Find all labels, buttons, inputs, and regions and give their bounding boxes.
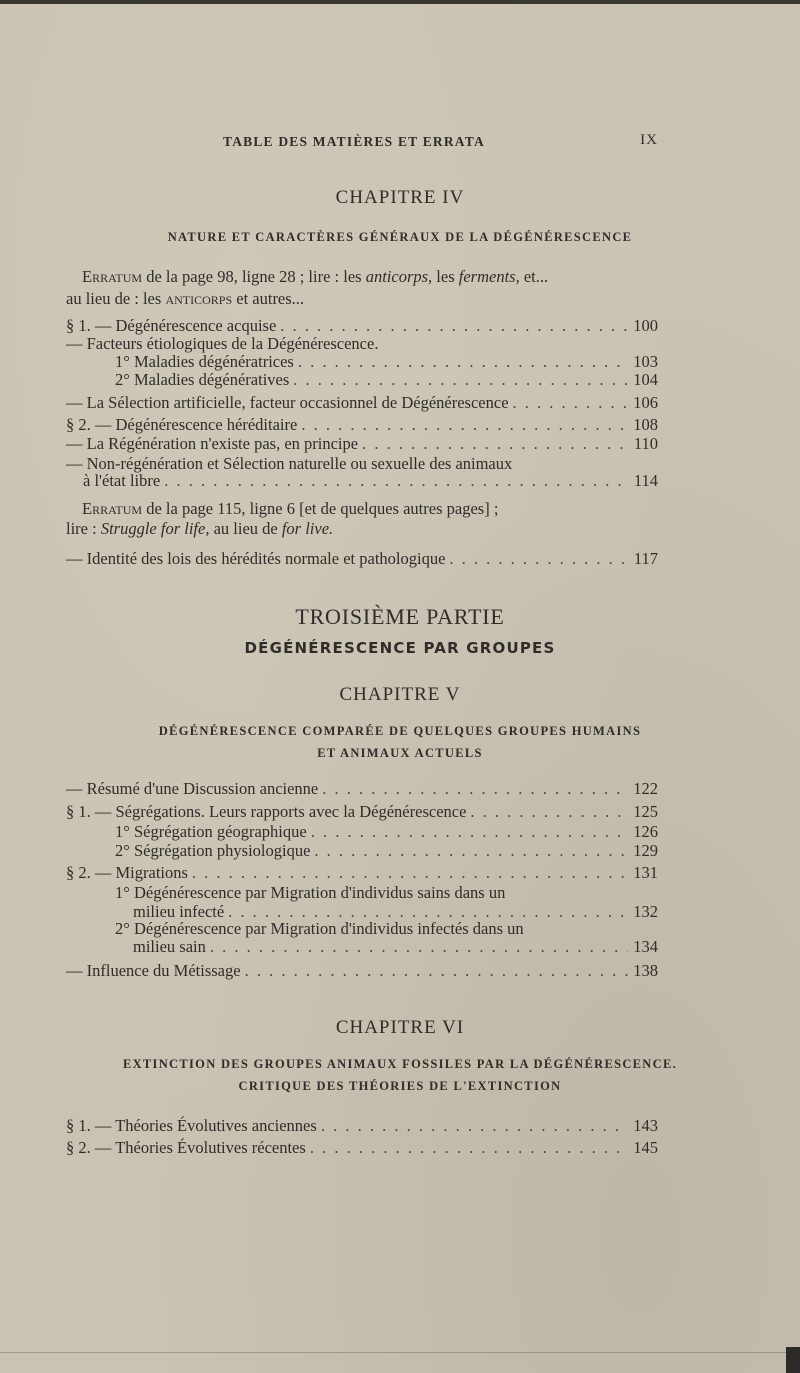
page-top-edge — [0, 0, 800, 4]
chapter-vi-subtitle-1: EXTINCTION DES GROUPES ANIMAUX FOSSILES PAR LA DÉGÉNÉRESCENCE. — [122, 1057, 678, 1071]
toc-entry-page: 129 — [633, 841, 658, 860]
toc-entry-title: 1° Ségrégation géographique — [115, 822, 307, 841]
toc-entry-page: 131 — [633, 863, 658, 882]
chapter-iv-title: CHAPITRE IV — [335, 187, 465, 208]
toc-entry-page: 132 — [633, 902, 658, 921]
toc-entry-page: 104 — [633, 370, 658, 389]
erratum-italic: for live. — [281, 519, 334, 538]
toc-entry-page: 103 — [633, 352, 658, 371]
toc-entry-title: — Non-régénération et Sélection naturelle ou sexuelle des animaux — [66, 454, 513, 473]
erratum-text: les — [432, 267, 459, 286]
erratum-text: de la page 115, ligne 6 [et de quelques autres pages] ; — [142, 499, 499, 518]
erratum-italic: anticorps, — [365, 267, 433, 286]
erratum-italic: ferments, — [458, 267, 520, 286]
toc-entry-title: 1° Dégénérescence par Migration d'individus sains dans un — [115, 883, 506, 902]
leader-dots — [362, 433, 628, 455]
toc-entry[interactable] — [66, 778, 658, 800]
toc-entry-page: 117 — [633, 549, 658, 568]
toc-entry[interactable] — [66, 392, 658, 414]
erratum-2-line-1 — [82, 498, 498, 520]
chapter-v-subtitle-1: DÉGÉNÉRESCENCE COMPARÉE DE QUELQUES GROUPES HUMAINS — [158, 724, 642, 738]
toc-entry[interactable] — [66, 862, 658, 884]
toc-entry[interactable] — [133, 936, 658, 958]
leader-dots — [210, 936, 628, 958]
leader-dots — [245, 960, 628, 982]
running-head: TABLE DES MATIÈRES ET ERRATA — [223, 134, 485, 149]
toc-entry-page: 114 — [633, 471, 658, 490]
erratum-text: au lieu de : les — [66, 289, 166, 308]
erratum-text: et... — [519, 267, 549, 286]
erratum-label: Erratum — [82, 267, 143, 286]
erratum-2-line-2 — [66, 518, 333, 540]
erratum-text: lire : — [66, 519, 101, 538]
chapter-vi-title: CHAPITRE VI — [335, 1017, 465, 1038]
toc-entry-title: 2° Maladies dégénératives — [115, 370, 290, 389]
leader-dots — [321, 1115, 628, 1137]
toc-entry-title: § 2. — Dégénérescence héréditaire — [66, 415, 298, 434]
part-three-subtitle: DÉGÉNÉRESCENCE PAR GROUPES — [244, 639, 556, 657]
toc-entry[interactable] — [83, 470, 658, 492]
toc-entry-page: 145 — [633, 1138, 658, 1157]
page-bottom-rule — [0, 1352, 800, 1353]
toc-entry-page: 122 — [633, 779, 658, 798]
toc-entry-title: à l'état libre — [83, 471, 161, 490]
leader-dots — [314, 840, 628, 862]
erratum-text: et autres... — [232, 289, 305, 308]
chapter-vi-subtitle-2: CRITIQUE DES THÉORIES DE L'EXTINCTION — [238, 1079, 562, 1093]
toc-entry[interactable] — [66, 1115, 658, 1137]
erratum-label: Erratum — [82, 499, 143, 518]
erratum-smallcaps: anticorps — [165, 289, 233, 308]
leader-dots — [164, 470, 628, 492]
toc-entry[interactable] — [66, 433, 658, 455]
chapter-v-title: CHAPITRE V — [339, 684, 461, 705]
toc-entry-title: milieu sain — [133, 937, 206, 956]
toc-entry-title: milieu infecté — [133, 902, 225, 921]
page-number: IX — [640, 132, 658, 148]
leader-dots — [310, 1137, 628, 1159]
toc-entry-title: — La Sélection artificielle, facteur occasionnel de Dégénérescence — [66, 393, 509, 412]
toc-entry-page: 100 — [633, 316, 658, 335]
chapter-v-subtitle-2: ET ANIMAUX ACTUELS — [317, 746, 483, 760]
toc-entry[interactable] — [66, 960, 658, 982]
erratum-text: au lieu de — [209, 519, 282, 538]
erratum-1-line-2 — [66, 288, 304, 310]
toc-entry[interactable] — [66, 801, 658, 823]
leader-dots — [322, 778, 628, 800]
leader-dots — [513, 392, 628, 414]
toc-entry[interactable] — [115, 840, 658, 862]
toc-entry-title: § 2. — Théories Évolutives récentes — [66, 1138, 306, 1157]
toc-entry-title: § 2. — Migrations — [66, 863, 188, 882]
toc-entry-page: 126 — [633, 822, 658, 841]
toc-entry-title: — La Régénération n'existe pas, en principe — [66, 434, 359, 453]
toc-entry-title: § 1. — Ségrégations. Leurs rapports avec la Dégénérescence — [66, 802, 467, 821]
toc-entry-page: 106 — [633, 393, 658, 412]
toc-entry[interactable] — [115, 369, 658, 391]
leader-dots — [293, 369, 628, 391]
toc-entry-title: — Résumé d'une Discussion ancienne — [66, 779, 319, 798]
chapter-iv-subtitle: NATURE ET CARACTÈRES GÉNÉRAUX DE LA DÉGÉNÉRESCENCE — [167, 230, 633, 244]
toc-entry-page: 134 — [633, 937, 658, 956]
toc-entry-title: 2° Ségrégation physiologique — [115, 841, 311, 860]
erratum-italic: Struggle for life, — [100, 519, 210, 538]
erratum-1-line-1 — [82, 266, 548, 288]
leader-dots — [449, 548, 628, 570]
toc-entry-title: 1° Maladies dégénératrices — [115, 352, 294, 371]
toc-entry-title: — Identité des lois des hérédités normale et pathologique — [66, 549, 446, 568]
toc-entry-title: § 1. — Dégénérescence acquise — [66, 316, 277, 335]
scan-corner-mark — [786, 1347, 800, 1373]
leader-dots — [470, 801, 628, 823]
toc-entry-page: 108 — [633, 415, 658, 434]
toc-entry-title: § 1. — Théories Évolutives anciennes — [66, 1116, 317, 1135]
toc-entry-page: 110 — [633, 434, 658, 453]
toc-entry[interactable] — [66, 548, 658, 570]
toc-entry-title: 2° Dégénérescence par Migration d'individus infectés dans un — [115, 919, 524, 938]
toc-entry-page: 125 — [633, 802, 658, 821]
part-three-title: TROISIÈME PARTIE — [295, 604, 505, 629]
toc-entry-page: 138 — [633, 961, 658, 980]
leader-dots — [192, 862, 628, 884]
toc-entry-title: — Influence du Métissage — [66, 961, 241, 980]
toc-entry-title: — Facteurs étiologiques de la Dégénérescence. — [66, 334, 379, 353]
toc-entry-page: 143 — [633, 1116, 658, 1135]
erratum-text: de la page 98, ligne 28 ; lire : les — [142, 267, 366, 286]
toc-entry[interactable] — [66, 1137, 658, 1159]
